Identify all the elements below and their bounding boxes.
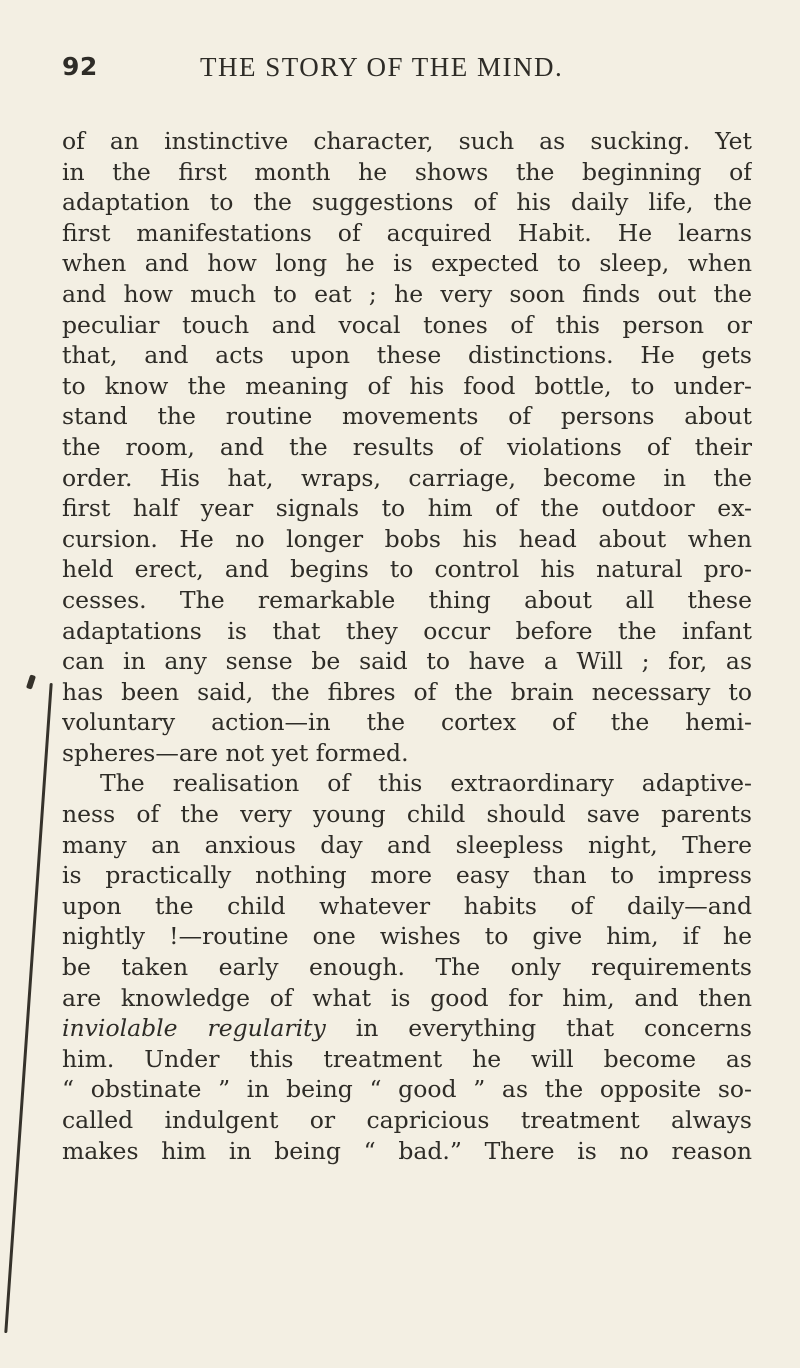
text-line-paragraph-end: spheres—are not yet formed. [62, 738, 409, 767]
text-line: the room, and the results of violations of their [62, 432, 752, 461]
text-line-with-italic [62, 1013, 752, 1044]
text-line: first half year signals to him of the outdoor ex- [62, 494, 752, 523]
italic-phrase: inviolable regularity [62, 1014, 326, 1043]
text-line: is practically nothing more easy than to impress [62, 861, 752, 890]
text-line: ness of the very young child should save parents [62, 800, 752, 829]
text-line: to know the meaning of his food bottle, to under- [62, 371, 752, 400]
text-line: when and how long he is expected to sleep, when [62, 249, 752, 278]
text-line: first manifestations of acquired Habit. He learns [62, 218, 752, 247]
text-line: has been said, the fibres of the brain necessary to [62, 677, 752, 706]
text-line: many an anxious day and sleepless night, There [62, 830, 752, 859]
text-line: that, and acts upon these distinctions. He gets [62, 341, 752, 370]
text-line-paragraph-start: The realisation of this extraordinary adaptive- [100, 769, 752, 798]
text-line: and how much to eat ; he very soon finds out the [62, 279, 752, 308]
text-line: stand the routine movements of persons about [62, 402, 752, 431]
text-line: adaptations is that they occur before the infant [62, 616, 752, 645]
text-line: in the first month he shows the beginning of [62, 157, 752, 186]
page-number: 92 [62, 52, 98, 81]
text-line: “ obstinate ” in being “ good ” as the opposite so- [62, 1075, 752, 1104]
text-line: called indulgent or capricious treatment always [62, 1106, 752, 1134]
margin-pencil-mark [4, 683, 52, 1333]
text-line: can in any sense be said to have a Will ; for, as [62, 647, 752, 676]
text-line-remainder: in everything that concerns [355, 1014, 752, 1043]
text-line: voluntary action—in the cortex of the hemi- [62, 708, 752, 737]
text-line: are knowledge of what is good for him, and then [62, 983, 752, 1012]
running-title: THE STORY OF THE MIND. [200, 52, 564, 82]
text-line: cursion. He no longer bobs his head about when [62, 524, 752, 553]
margin-pencil-mark-tick [26, 674, 36, 689]
text-line: order. His hat, wraps, carriage, become in the [62, 463, 752, 492]
text-line: be taken early enough. The only requirements [62, 953, 752, 982]
body-text [62, 126, 752, 1166]
running-head [62, 52, 752, 92]
text-line: upon the child whatever habits of daily—and [62, 891, 752, 920]
text-line: of an instinctive character, such as sucking. Yet [62, 127, 752, 155]
text-line: held erect, and begins to control his natural pro- [62, 555, 752, 584]
text-line: nightly !—routine one wishes to give him, if he [62, 922, 752, 951]
text-line: him. Under this treatment he will become as [62, 1044, 752, 1073]
text-line: adaptation to the suggestions of his daily life, the [62, 188, 752, 217]
text-line: cesses. The remarkable thing about all these [62, 585, 752, 614]
text-line: peculiar touch and vocal tones of this person or [62, 310, 752, 339]
text-line: makes him in being “ bad.” There is no reason [62, 1136, 752, 1165]
